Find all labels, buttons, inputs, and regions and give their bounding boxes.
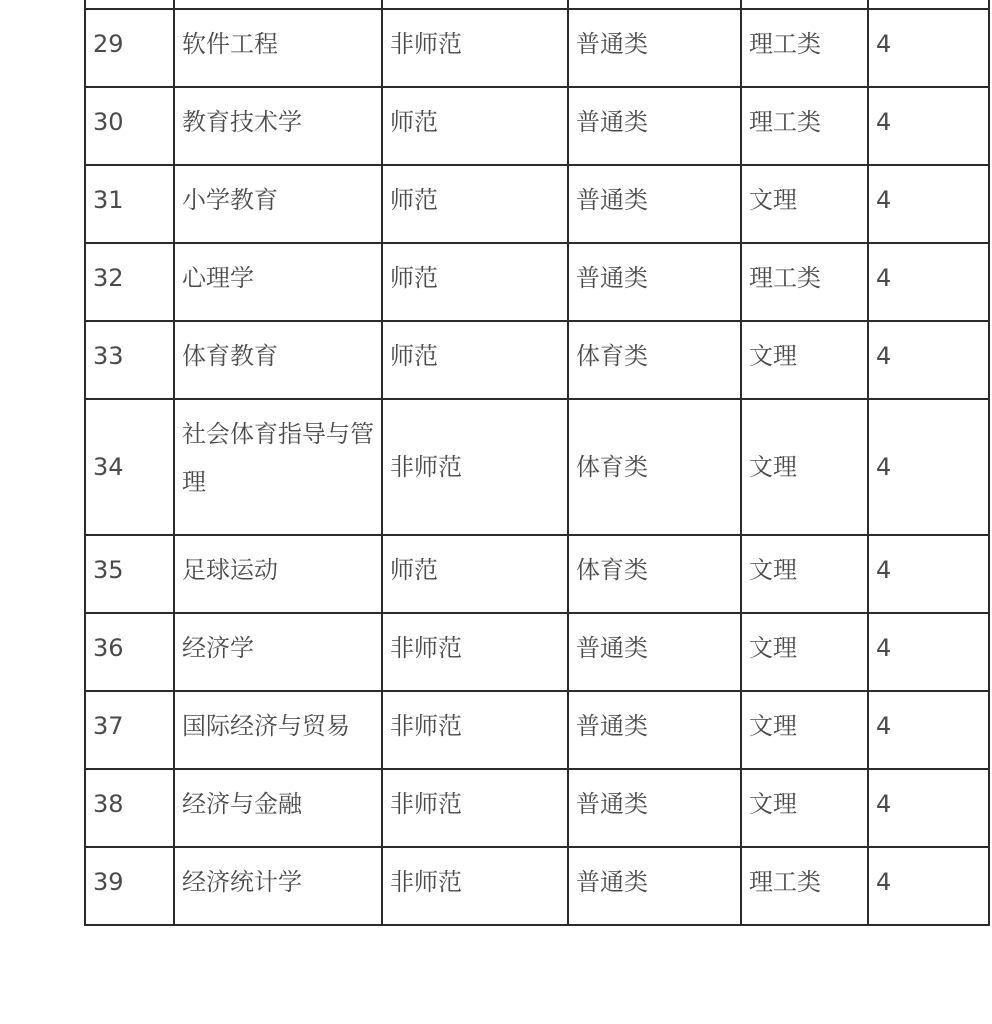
cell-number: 31 (85, 165, 174, 243)
cell-number: 33 (85, 321, 174, 399)
cell-number: 34 (85, 399, 174, 535)
cell-number: 32 (85, 243, 174, 321)
cell-subject: 理工类 (741, 243, 868, 321)
cell-major: 足球运动 (174, 535, 382, 613)
cell-type: 师范 (382, 87, 568, 165)
cell-years: 4 (868, 847, 989, 925)
table-row (85, 0, 989, 9)
table-row (85, 399, 989, 535)
cell-number: 39 (85, 847, 174, 925)
table-row (85, 87, 989, 165)
cell-major: 经济学 (174, 613, 382, 691)
cell-number (85, 0, 174, 9)
cell-type: 非师范 (382, 769, 568, 847)
table-row (85, 9, 989, 87)
cell-major: 小学教育 (174, 165, 382, 243)
cell-type: 师范 (382, 321, 568, 399)
cell-number: 29 (85, 9, 174, 87)
cell-subject: 文理 (741, 613, 868, 691)
table-row (85, 847, 989, 925)
cell-category (568, 0, 741, 9)
cell-type: 师范 (382, 243, 568, 321)
cell-major: 社会体育指导与管理 (174, 399, 382, 535)
cell-major: 国际经济与贸易 (174, 691, 382, 769)
cell-category: 普通类 (568, 87, 741, 165)
table-row (85, 321, 989, 399)
cell-years: 4 (868, 613, 989, 691)
cell-category: 体育类 (568, 321, 741, 399)
cell-major: 心理学 (174, 243, 382, 321)
cell-major: 软件工程 (174, 9, 382, 87)
majors-table (84, 0, 990, 926)
cell-years (868, 0, 989, 9)
cell-subject: 文理 (741, 165, 868, 243)
cell-category: 普通类 (568, 847, 741, 925)
cell-years: 4 (868, 535, 989, 613)
table-row (85, 243, 989, 321)
cell-number: 30 (85, 87, 174, 165)
table-row (85, 165, 989, 243)
cell-number: 38 (85, 769, 174, 847)
cell-type: 师范 (382, 535, 568, 613)
cell-type: 非师范 (382, 613, 568, 691)
table-row (85, 769, 989, 847)
cell-subject: 文理 (741, 399, 868, 535)
cell-major: 教育技术学 (174, 87, 382, 165)
cell-subject: 理工类 (741, 87, 868, 165)
cell-years: 4 (868, 165, 989, 243)
cell-years: 4 (868, 243, 989, 321)
cell-subject (741, 0, 868, 9)
cell-category: 体育类 (568, 535, 741, 613)
cell-years: 4 (868, 691, 989, 769)
cell-number: 35 (85, 535, 174, 613)
cell-number: 36 (85, 613, 174, 691)
table-row (85, 613, 989, 691)
cell-type: 非师范 (382, 399, 568, 535)
cell-years: 4 (868, 87, 989, 165)
cell-major (174, 0, 382, 9)
cell-number: 37 (85, 691, 174, 769)
cell-subject: 理工类 (741, 847, 868, 925)
cell-subject: 文理 (741, 691, 868, 769)
cell-major: 经济与金融 (174, 769, 382, 847)
cell-category: 普通类 (568, 243, 741, 321)
cell-years: 4 (868, 769, 989, 847)
cell-years: 4 (868, 321, 989, 399)
cell-type: 非师范 (382, 9, 568, 87)
cell-subject: 文理 (741, 769, 868, 847)
cell-type: 非师范 (382, 847, 568, 925)
cell-major: 体育教育 (174, 321, 382, 399)
cell-type: 师范 (382, 165, 568, 243)
cell-subject: 文理 (741, 535, 868, 613)
table-row (85, 535, 989, 613)
cell-type (382, 0, 568, 9)
cell-major: 经济统计学 (174, 847, 382, 925)
cell-category: 普通类 (568, 691, 741, 769)
cell-subject: 文理 (741, 321, 868, 399)
cell-subject: 理工类 (741, 9, 868, 87)
cell-category: 普通类 (568, 613, 741, 691)
cell-type: 非师范 (382, 691, 568, 769)
cell-category: 普通类 (568, 9, 741, 87)
cell-category: 普通类 (568, 165, 741, 243)
cell-category: 体育类 (568, 399, 741, 535)
cell-years: 4 (868, 399, 989, 535)
cell-category: 普通类 (568, 769, 741, 847)
table-row (85, 691, 989, 769)
cell-years: 4 (868, 9, 989, 87)
